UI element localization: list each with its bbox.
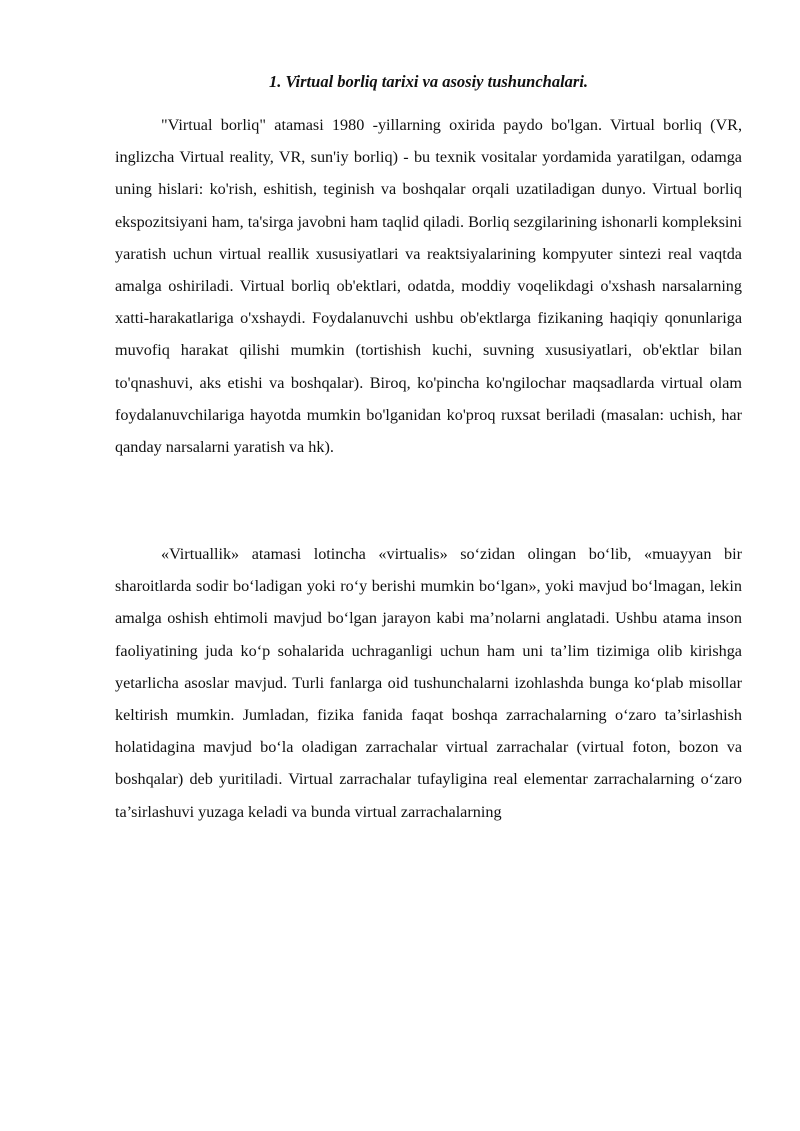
section-heading: 1. Virtual borliq tarixi va asosiy tushunchalari.	[268, 72, 589, 91]
body-paragraph-2: «Virtuallik» atamasi lotincha «virtualis» so‘zidan olingan bo‘lib, «muayyan bir sharoitlarda sodir bo‘ladigan yoki ro‘y berishi mumkin bo‘lgan», yoki mavjud bo‘lmagan, lekin amalga oshish ehtimoli mavjud bo‘lgan jarayon kabi ma’nolarni anglatadi. Ushbu atama inson faoliyatining juda ko‘p sohalarida uchraganligi uchun ham uni ta’lim tizimiga olib kirishga yetarlicha asoslar mavjud. Turli fanlarga oid tushunchalarni izohlashda bunga ko‘plab misollar keltirish mumkin. Jumladan, fizika fanida faqat boshqa zarrachalarning o‘zaro ta’sirlashish holatidagina mavjud bo‘la oladigan zarrachalar virtual zarrachalar (virtual foton, bozon va boshqalar) deb yuritiladi. Virtual zarrachalar tufayligina real elementar zarrachalarning o‘zaro ta’sirlashuvi yuzaga keladi va bunda virtual zarrachalarning	[115, 545, 742, 821]
body-paragraph-1: "Virtual borliq" atamasi 1980 -yillarning oxirida paydo bo'lgan. Virtual borliq (VR, inglizcha Virtual reality, VR, sun'iy borliq) - bu texnik vositalar yordamida yaratilgan, odamga uning hislari: ko'rish, eshitish, teginish va boshqalar orqali uzatiladigan dunyo. Virtual borliq ekspozitsiyani ham, ta'sirga javobni ham taqlid qiladi. Borliq sezgilarining ishonarli kompleksini yaratish uchun virtual reallik xususiyatlari va reaktsiyalarining kompyuter sintezi real vaqtda amalga oshiriladi. Virtual borliq ob'ektlari, odatda, moddiy voqelikdagi o'xshash narsalarning xatti-harakatlariga o'xshaydi. Foydalanuvchi ushbu ob'ektlarga fizikaning haqiqiy qonunlariga muvofiq harakat qilishi mumkin (tortishish kuchi, suvning xususiyatlari, ob'ektlar bilan to'qnashuvi, aks etishi va boshqalar). Biroq, ko'pincha ko'ngilochar maqsadlarda virtual olam foydalanuvchilariga hayotda mumkin bo'lganidan ko'proq ruxsat beriladi (masalan: uchish, har qanday narsalarni yaratish va hk).	[115, 116, 742, 457]
